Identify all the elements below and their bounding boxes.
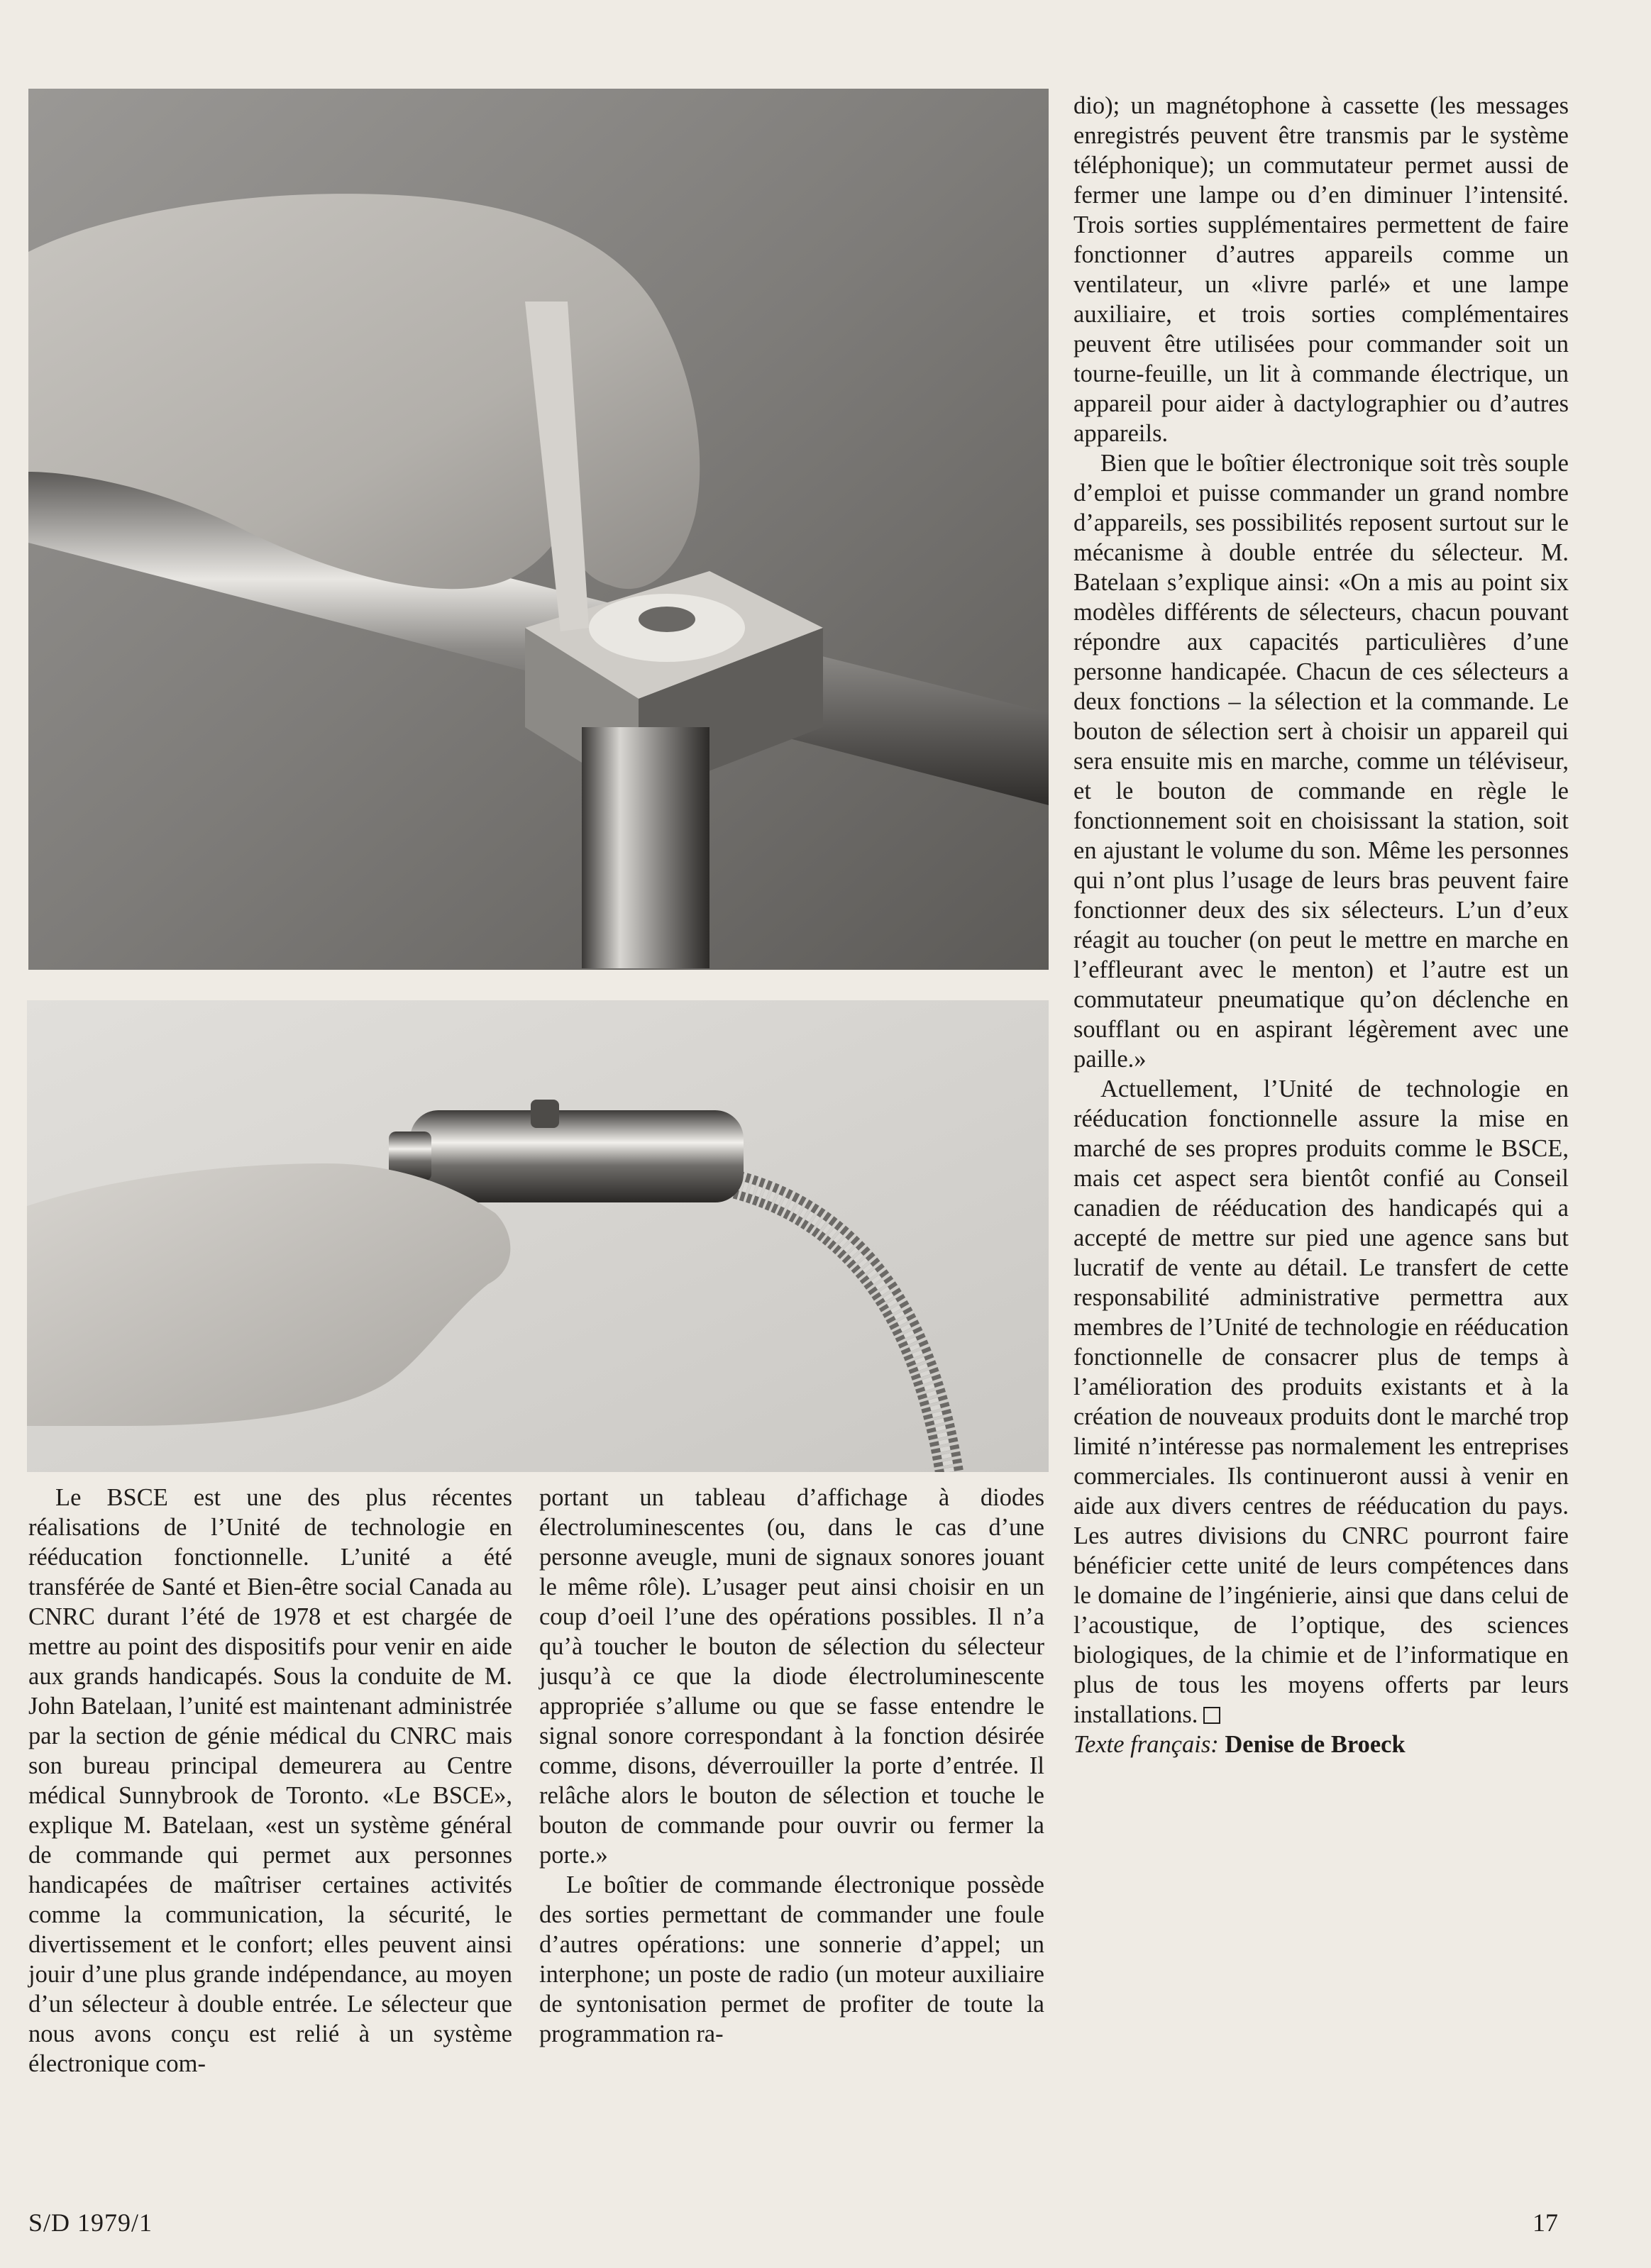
credit-name: Denise de Broeck <box>1225 1731 1406 1758</box>
issue-label: S/D 1979/1 <box>28 2208 153 2237</box>
paragraph: portant un tableau d’affichage à diodes électroluminescentes (ou, dans le cas d’une personne aveugle, muni de signaux sonores jouant le même rôle). L’usager peut ainsi choisir en un coup d’oeil l’une des opérations possibles. Il n’a qu’à toucher le bouton de sélection du sélecteur jusqu’à ce que la diode électroluminescente appropriée s’allume ou que se fasse entendre le signal sonore correspondant à la fonction désirée comme, disons, déverrouiller la porte d’entrée. Il relâche alors le bouton de sélection et touche le bouton de commande pour ouvrir ou fermer la porte.» <box>539 1484 1044 1869</box>
bottom-photo <box>27 1000 1049 1472</box>
top-photo-illustration <box>28 89 1049 970</box>
bottom-photo-illustration <box>27 1000 1049 1472</box>
credit-label: Texte français: <box>1073 1731 1219 1758</box>
paragraph: dio); un magnétophone à cassette (les messages enregistrés peuvent être transmis par le système téléphonique); un commutateur permet aussi de fermer une lampe ou d’en diminuer l’intensité. Trois sorties supplémentaires permettent de faire fonctionner d’autres appareils comme un ventilateur, un «livre parlé» et une lampe auxiliaire, et trois sorties complémentaires peuvent être utilisées pour commander soit un tourne-feuille, un lit à commande électrique, un appareil pour aider à dactylographier ou d’autres appareils. <box>1073 92 1569 447</box>
article-column-left <box>28 1483 512 2079</box>
article-column-middle <box>539 1483 1044 2049</box>
paragraph: Bien que le boîtier électronique soit très souple d’emploi et puisse commander un grand nombre d’appareils, ses possibilités reposent surtout sur le mécanisme à double entrée du sélecteur. M. Batelaan s’explique ainsi: «On a mis au point six modèles différents de sélecteurs, chacun pouvant répondre aux capacités particulières d’une personne handicapée. Chacun de ces sélecteurs a deux fonctions – la sélection et la commande. Le bouton de sélection sert à choisir un appareil qui sera ensuite mis en marche, comme un téléviseur, et le bouton de commande en règle le fonctionnement soit en choisissant la station, soit en ajustant le volume du son. Même les personnes qui n’ont plus l’usage de leurs bras peuvent faire fonctionner deux des six sélecteurs. L’un d’eux réagit au toucher (on peut le mettre en marche en l’effleurant avec le menton) et l’autre est un commutateur pneumatique qu’on déclenche en soufflant ou en aspirant légèrement avec une paille.» <box>1073 450 1569 1073</box>
paragraph-text: Actuellement, l’Unité de technologie en rééducation fonctionnelle assure la mise en marché de ses propres produits comme le BSCE, mais cet aspect sera bientôt confié au Conseil canadien de rééducation des handicapés qui a accepté de mettre sur pied une agence sans but lucratif de vente au détail. Le transfert de cette responsabilité administrative permettra aux membres de l’Unité de technologie en rééducation fonctionnelle de consacrer plus de temps à l’amélioration des produits existants et à la création de nouveaux produits dont le marché trop limité n’intéresse pas normalement les entreprises commerciales. Ils continueront aussi à venir en aide aux divers centres de rééducation du pays. Les autres divisions du CNRC pourront faire bénéficier cette unité de leurs compétences dans le domaine de l’ingénierie, ainsi que dans celui de l’acoustique, de l’optique, des sciences biologiques, de la chimie et de l’informatique en plus de tous les moyens offerts par leurs installations. <box>1073 1075 1569 1728</box>
paragraph-last <box>1073 1074 1569 1730</box>
end-mark-icon <box>1203 1707 1220 1724</box>
translation-credit <box>1073 1730 1569 1759</box>
article-column-right <box>1073 91 1569 1759</box>
page-number: 17 <box>1533 2208 1558 2237</box>
paragraph: Le BSCE est une des plus récentes réalisations de l’Unité de technologie en rééducation fonctionnelle. L’unité a été transférée de Santé et Bien-être social Canada au CNRC durant l’été de 1978 et est chargée de mettre au point des dispositifs pour venir en aide aux grands handicapés. Sous la conduite de M. John Batelaan, l’unité est maintenant administrée par la section de génie médical du CNRC mais son bureau principal demeurera au Centre médical Sunnybrook de Toronto. «Le BSCE», explique M. Batelaan, «est un système général de commande qui permet aux personnes handicapées de maîtriser certaines activités comme la communication, la sécurité, le divertissement et le confort; elles peuvent ainsi jouir d’une plus grande indépendance, au moyen d’un sélecteur à double entrée. Le sélecteur que nous avons conçu est relié à un système électronique com- <box>28 1484 512 2077</box>
paragraph: Le boîtier de commande électronique possède des sorties permettant de commander une foule d’autres opérations: une sonnerie d’appel; un interphone; un poste de radio (un moteur auxiliaire de syntonisation permet de profiter de toute la programmation ra- <box>539 1871 1044 2047</box>
top-photo <box>28 89 1049 970</box>
